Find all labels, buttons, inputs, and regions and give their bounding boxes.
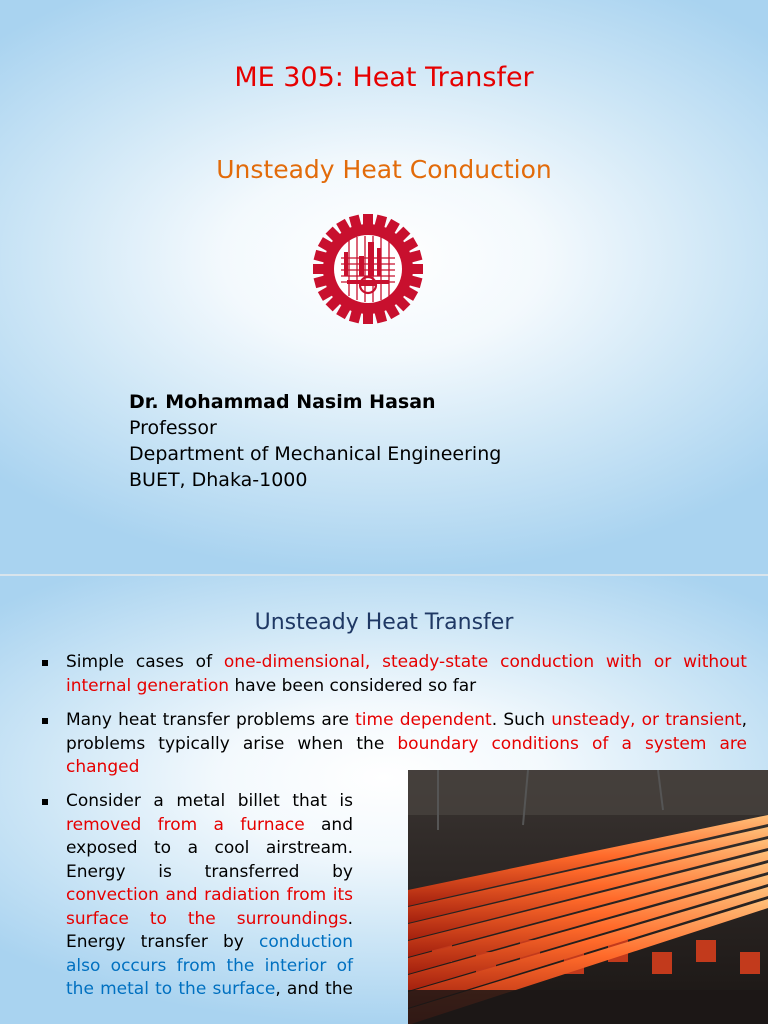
- author-institution: BUET, Dhaka-1000: [129, 469, 308, 491]
- billet-end: [740, 952, 760, 974]
- square-bullet-icon: [42, 799, 48, 805]
- author-department: Department of Mechanical Engineering: [129, 443, 502, 465]
- hot-metal-billets-photo-icon: [408, 770, 768, 1024]
- author-position: Professor: [129, 417, 217, 439]
- lecture-title: Unsteady Heat Conduction: [216, 155, 552, 184]
- bullet-text-1: Simple cases of one-dimensional, steady-state conduction with or without internal generation have been considered so far: [66, 652, 747, 696]
- slide2-title: Unsteady Heat Transfer: [254, 610, 514, 635]
- buet-gear-logo-icon: [311, 212, 425, 326]
- author-name: Dr. Mohammad Nasim Hasan: [129, 391, 436, 413]
- billet-end: [696, 940, 716, 962]
- billet-end: [652, 952, 672, 974]
- course-title: ME 305: Heat Transfer: [234, 62, 534, 93]
- bullet-text-2: Many heat transfer problems are time dependent. Such unsteady, or transient, problems typically arise when the boundary conditions of a system are changed: [66, 710, 747, 777]
- bullet-text-3: Consider a metal billet that is removed from a furnace and exposed to a cool airstream. Energy is transferred by convection and radiation from its surface to the surroundings. Energy transfer by conduction also occurs from the interior of the metal to the surface, and the: [66, 791, 353, 999]
- square-bullet-icon: [42, 718, 48, 724]
- author-block: [129, 389, 501, 493]
- square-bullet-icon: [42, 660, 48, 666]
